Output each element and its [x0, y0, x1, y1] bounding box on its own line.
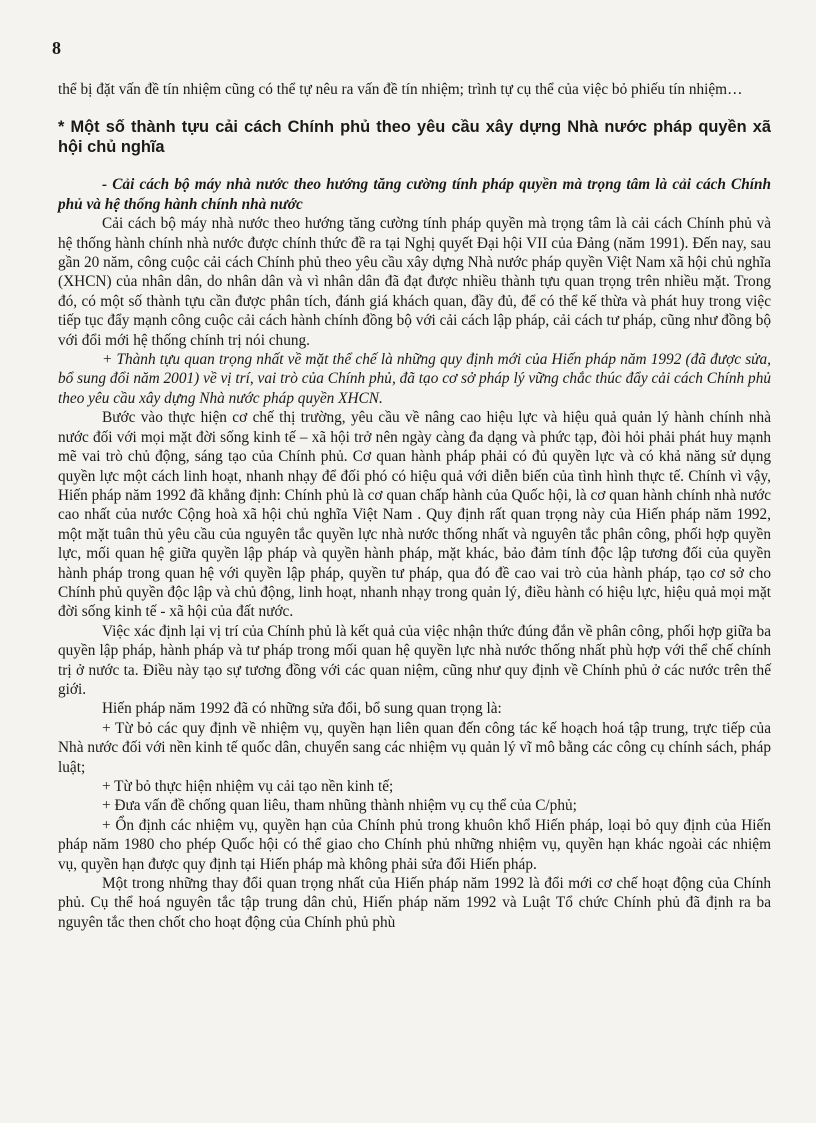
paragraph-continuation: thể bị đặt vấn đề tín nhiệm cũng có thể tự nêu ra vấn đề tín nhiệm; trình tự cụ thể của việc bỏ phiếu tín nhiệm…: [58, 81, 743, 98]
list-item: + Từ bỏ thực hiện nhiệm vụ cải tạo nền kinh tế;: [102, 778, 394, 795]
section-heading: * Một số thành tựu cải cách Chính phủ theo yêu cầu xây dựng Nhà nước pháp quyền xã hội chủ nghĩa: [58, 118, 771, 157]
body-text: [58, 80, 771, 932]
paragraph: Bước vào thực hiện cơ chế thị trường, yêu cầu về nâng cao hiệu lực và hiệu quả quản lý hành chính nhà nước đối với mọi mặt đời sống kinh tế – xã hội trở nên ngày càng đa dạng và phức tạp, đòi hỏi phải phát huy mạnh mẽ vai trò chủ động, sáng tạo của Chính phủ. Cơ quan hành pháp phải có đủ quyền lực và có khả năng sử dụng quyền lực một cách linh hoạt, nhanh nhạy để đối phó có hiệu quả với diễn biến của tình hình thực tế. Chính vì vậy, Hiến pháp năm 1992 đã khẳng định: Chính phủ là cơ quan chấp hành của Quốc hội, là cơ quan hành chính nhà nước cao nhất của nước Cộng hoà xã hội chủ nghĩa Việt Nam . Quy định rất quan trọng này của Hiến pháp năm 1992, một mặt tuân thủ yêu cầu của nguyên tắc quyền lực nhà nước thống nhất và nguyên tắc phân công, phối hợp quyền lực, mối quan hệ giữa quyền lập pháp và quyền hành pháp, mặt khác, bảo đảm tính độc lập tương đối của quyền hành pháp trong quan hệ với quyền lập pháp, quyền tư pháp, qua đó đề cao vai trò của hành pháp, tạo cơ sở cho Chính phủ quyền độc lập và chủ động, linh hoạt, nhanh nhạy trong quản lý, điều hành có hiệu lực, hiệu quả mọi mặt đời sống kinh tế - xã hội của đất nước.: [58, 409, 771, 621]
page-number: 8: [52, 38, 61, 58]
paragraph: Cải cách bộ máy nhà nước theo hướng tăng cường tính pháp quyền mà trọng tâm là cải cách Chính phủ và hệ thống hành chính nhà nước được chính thức đề ra tại Nghị quyết Đại hội VII của Đảng (năm 1991). Đến nay, sau gần 20 năm, công cuộc cải cách Chính phủ theo yêu cầu xây dựng Nhà nước pháp quyền Việt Nam xã hội chủ nghĩa (XHCN) của nhân dân, do nhân dân và vì nhân dân đã đạt được nhiều thành tựu quan trọng trên nhiều mặt. Trong đó, có một số thành tựu cần được phân tích, đánh giá khách quan, đầy đủ, để có thể kế thừa và phát huy trong việc tiếp tục đẩy mạnh công cuộc cải cách hành chính đồng bộ với cải cách lập pháp, cải cách tư pháp, cũng như đồng bộ với đổi mới hệ thống chính trị nói chung.: [58, 215, 771, 349]
list-item: + Ổn định các nhiệm vụ, quyền hạn của Chính phủ trong khuôn khổ Hiến pháp, loại bỏ quy định của Hiến pháp năm 1980 cho phép Quốc hội có thể giao cho Chính phủ những nhiệm vụ, quyền hạn khác ngoài các nhiệm vụ, quyền hạn được quy định tại Hiến pháp mà không phải sửa đổi Hiến pháp.: [58, 816, 771, 873]
subsection-heading: - Cải cách bộ máy nhà nước theo hướng tăng cường tính pháp quyền mà trọng tâm là cải cách Chính phủ và hệ thống hành chính nhà nước: [58, 176, 771, 213]
paragraph: Việc xác định lại vị trí của Chính phủ là kết quả của việc nhận thức đúng đắn về phân công, phối hợp giữa ba quyền lập pháp, hành pháp và tư pháp trong mối quan hệ quyền lực nhà nước thống nhất phù hợp với thể chế chính trị ở nước ta. Điều này tạo sự tương đồng với các quan niệm, cũng như quy định về Chính phủ ở các nước trên thế giới.: [58, 622, 771, 698]
paragraph: Một trong những thay đổi quan trọng nhất của Hiến pháp năm 1992 là đổi mới cơ chế hoạt động của Chính phủ. Cụ thể hoá nguyên tắc tập trung dân chủ, Hiến pháp năm 1992 và Luật Tổ chức Chính phủ đã định ra ba nguyên tắc then chốt cho hoạt động của Chính phủ phù: [58, 875, 771, 931]
paragraph: Hiến pháp năm 1992 đã có những sửa đổi, bổ sung quan trọng là:: [102, 700, 502, 718]
italic-point: + Thành tựu quan trọng nhất về mặt thể chế là những quy định mới của Hiến pháp năm 1992 (đã được sửa, bổ sung đổi năm 2001) về vị trí, vai trò của Chính phủ, đã tạo cơ sở pháp lý vững chắc thúc đẩy cải cách Chính phủ theo yêu cầu xây dựng Nhà nước pháp quyền XHCN.: [58, 351, 771, 407]
list-item: + Đưa vấn đề chống quan liêu, tham nhũng thành nhiệm vụ cụ thể của C/phủ;: [102, 797, 577, 815]
list-item: + Từ bỏ các quy định về nhiệm vụ, quyền hạn liên quan đến công tác kế hoạch hoá tập trung, trực tiếp của Nhà nước đối với nền kinh tế quốc dân, chuyển sang các nhiệm vụ quản lý vĩ mô bằng các công cụ chính sách, pháp luật;: [58, 719, 771, 776]
